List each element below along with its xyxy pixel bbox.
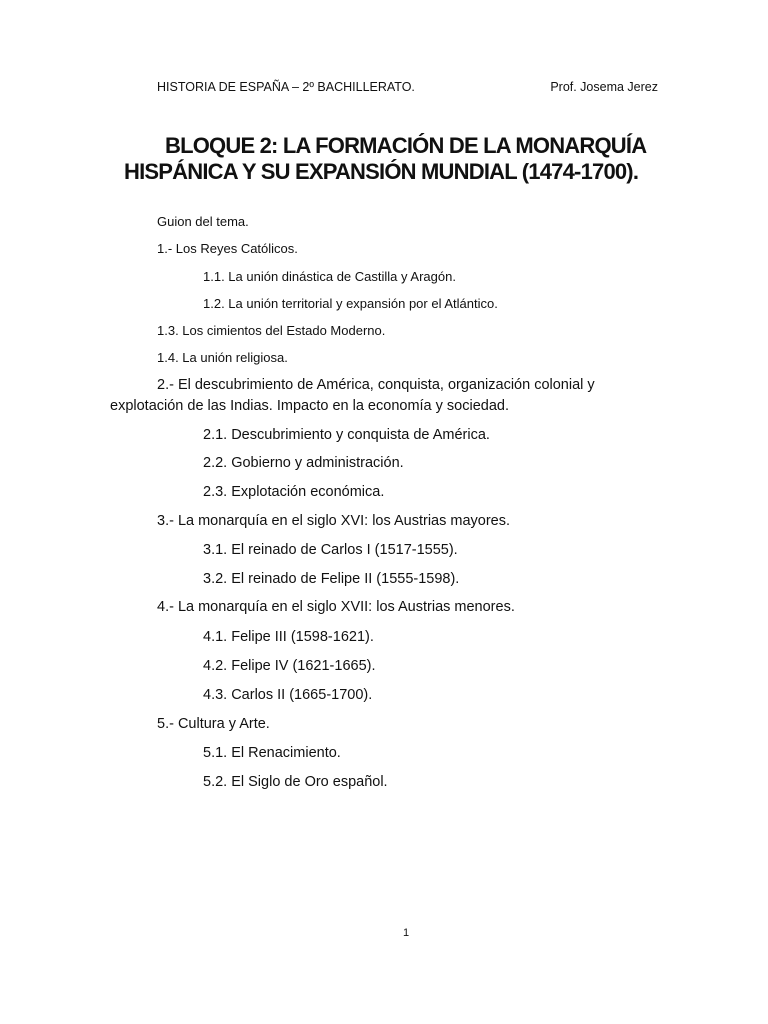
outline-section-1: 1.- Los Reyes Católicos. <box>157 241 298 256</box>
outline-section-3: 3.- La monarquía en el siglo XVI: los Austrias mayores. <box>157 513 511 529</box>
outline-subsection-1-4: 1.4. La unión religiosa. <box>157 350 288 365</box>
outline-subsection-4-3: 4.3. Carlos II (1665-1700). <box>203 687 373 703</box>
title-line-2: HISPÁNICA Y SU EXPANSIÓN MUNDIAL (1474-1700). <box>124 159 639 184</box>
outline-subsection-5-1: 5.1. El Renacimiento. <box>203 745 341 761</box>
outline-subsection-1-2: 1.2. La unión territorial y expansión por el Atlántico. <box>203 296 498 311</box>
outline-subsection-4-1: 4.1. Felipe III (1598-1621). <box>203 629 374 645</box>
outline-section-4: 4.- La monarquía en el siglo XVII: los Austrias menores. <box>157 599 515 615</box>
outline-section-2-line-1: 2.- El descubrimiento de América, conquista, organización colonial y <box>157 377 595 393</box>
header-author: Prof. Josema Jerez <box>550 80 658 94</box>
outline-subsection-4-2: 4.2. Felipe IV (1621-1665). <box>203 658 376 674</box>
outline-section-5: 5.- Cultura y Arte. <box>157 716 270 732</box>
page-number: 1 <box>402 927 410 939</box>
outline-section-2-line-2: explotación de las Indias. Impacto en la economía y sociedad. <box>110 398 509 414</box>
outline-intro: Guion del tema. <box>157 214 249 229</box>
outline-subsection-1-3: 1.3. Los cimientos del Estado Moderno. <box>157 323 386 338</box>
outline-subsection-2-1: 2.1. Descubrimiento y conquista de América. <box>203 427 490 443</box>
title-line-1: BLOQUE 2: LA FORMACIÓN DE LA MONARQUÍA <box>165 133 647 158</box>
header-course: HISTORIA DE ESPAÑA – 2º BACHILLERATO. <box>157 80 415 94</box>
outline-subsection-3-1: 3.1. El reinado de Carlos I (1517-1555). <box>203 542 458 558</box>
outline-subsection-5-2: 5.2. El Siglo de Oro español. <box>203 774 388 790</box>
outline-subsection-3-2: 3.2. El reinado de Felipe II (1555-1598). <box>203 571 460 587</box>
outline-subsection-2-2: 2.2. Gobierno y administración. <box>203 455 404 471</box>
outline-subsection-1-1: 1.1. La unión dinástica de Castilla y Aragón. <box>203 269 456 284</box>
outline-subsection-2-3: 2.3. Explotación económica. <box>203 484 385 500</box>
